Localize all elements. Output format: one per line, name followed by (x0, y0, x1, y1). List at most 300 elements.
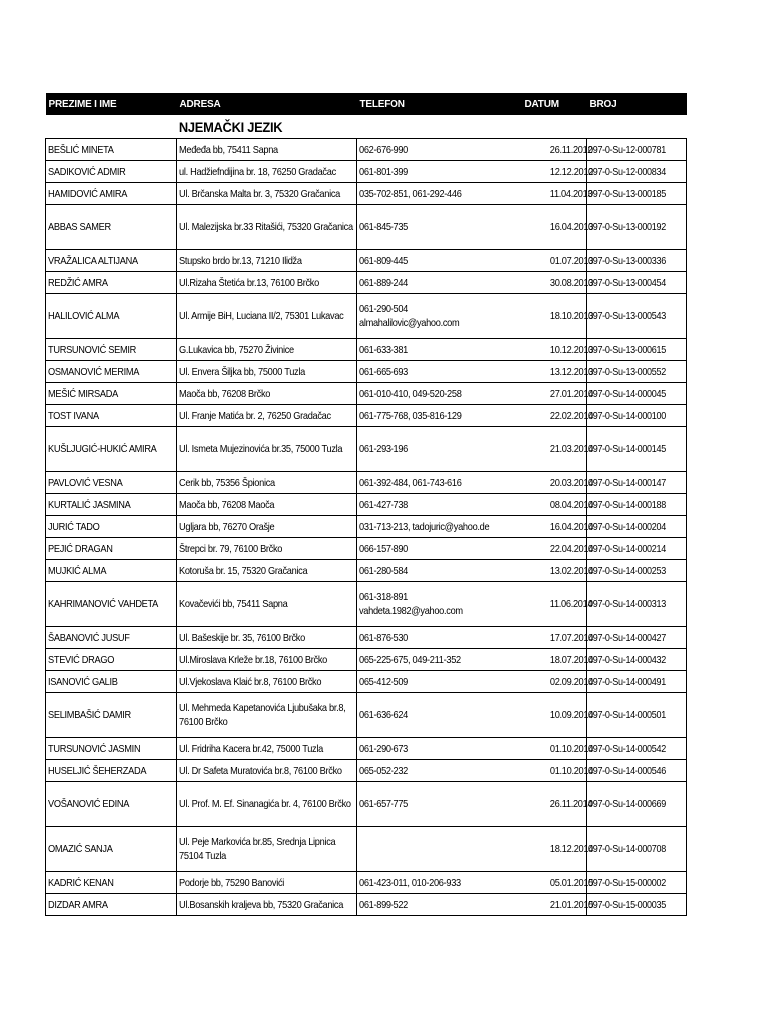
cell-date (542, 383, 593, 405)
cell-phone (357, 693, 542, 738)
cell-number-text: 097-0-Su-13-000615 (588, 343, 666, 356)
cell-address-line: Ul. Ismeta Mujezinovića br.35, 75000 Tuzla (179, 443, 343, 455)
cell-address (177, 383, 357, 405)
cell-date (542, 139, 592, 161)
cell-address-line: Maoča bb, 76208 Maoča (179, 498, 275, 511)
cell-date-text: 01.10.2014 (549, 742, 593, 755)
cell-address-line: ul. Hadžiefndijina br. 18, 76250 Gradačac (179, 165, 336, 178)
cell-name-text: SADIKOVIĆ ADMIR (48, 165, 126, 178)
cell-phone-line: 066-157-890 (359, 542, 409, 555)
cell-date-text: 10.12.2013 (549, 343, 593, 356)
cell-address-line: Podorje bb, 75290 Banovići (179, 876, 285, 889)
cell-number (587, 738, 687, 760)
cell-name-text: ISANOVIĆ GALIB (48, 675, 118, 688)
cell-number (587, 516, 687, 538)
cell-number-text: 097-0-Su-15-000002 (588, 876, 666, 889)
cell-number (587, 205, 687, 250)
cell-date-text: 16.04.2014 (549, 520, 593, 533)
cell-number (587, 671, 687, 693)
cell-date-text: 13.02.2014 (549, 564, 593, 577)
cell-name (46, 872, 177, 894)
cell-date-text: 10.09.2014 (549, 709, 593, 721)
cell-number (587, 649, 687, 671)
cell-name-text: OSMANOVIĆ MERIMA (48, 365, 140, 378)
table-row (46, 183, 687, 205)
cell-address-line: Ul. Malezijska br.33 Ritašići, 75320 Gračanica (179, 221, 353, 233)
table-row (46, 738, 687, 760)
cell-name (46, 294, 177, 339)
cell-phone-line: 061-899-522 (359, 898, 409, 911)
cell-name-text: PAVLOVIĆ VESNA (48, 476, 123, 489)
cell-date (542, 782, 592, 827)
cell-address-line: Maoča bb, 76208 Brčko (179, 387, 271, 400)
cell-number (587, 472, 687, 494)
cell-address (177, 627, 357, 649)
cell-phone-line: 061-809-445 (359, 254, 409, 267)
cell-date-text: 11.06.2014 (549, 598, 592, 610)
cell-address-line: Ul. Prof. M. Ef. Sinanagića br. 4, 76100 Brčko (179, 798, 351, 810)
cell-name-text: HUSELJIĆ ŠEHERZADA (48, 764, 147, 777)
cell-phone-line: 061-280-584 (359, 564, 409, 577)
cell-name (46, 738, 177, 760)
table-row (46, 649, 687, 671)
cell-number (587, 782, 687, 827)
cell-address-line: Ul. Bašeskije br. 35, 76100 Brčko (179, 631, 305, 644)
cell-name-text: VOŠANOVIĆ EDINA (48, 798, 130, 810)
cell-date (542, 183, 592, 205)
cell-number-text: 097-0-Su-13-000454 (588, 276, 666, 289)
cell-name (46, 649, 177, 671)
cell-name-text: HALILOVIĆ ALMA (48, 310, 120, 322)
cell-number (587, 339, 687, 361)
cell-date (542, 738, 593, 760)
cell-number-text: 097-0-Su-12-000781 (588, 143, 666, 156)
cell-phone (357, 139, 542, 161)
cell-phone-line: 061-010-410, 049-520-258 (359, 387, 462, 400)
cell-name-text: KADRIĆ KENAN (48, 876, 114, 889)
cell-date-text: 26.11.2012 (549, 143, 592, 156)
cell-phone (357, 560, 542, 582)
cell-number-text: 097-0-Su-13-000192 (588, 221, 666, 233)
cell-name (46, 272, 177, 294)
cell-name-text: PEJIĆ DRAGAN (48, 542, 113, 555)
cell-number (587, 494, 687, 516)
cell-number (587, 827, 687, 872)
cell-phone (357, 582, 542, 627)
cell-phone (357, 872, 542, 894)
cell-phone (357, 383, 542, 405)
cell-phone (357, 161, 542, 183)
cell-name (46, 250, 177, 272)
cell-name (46, 427, 177, 472)
cell-name-text: KAHRIMANOVIĆ VAHDETA (48, 598, 159, 610)
cell-number (587, 560, 687, 582)
cell-date (542, 827, 593, 872)
cell-name-text: ŠABANOVIĆ JUSUF (48, 631, 130, 644)
cell-date-text: 01.07.2013 (549, 254, 593, 267)
cell-address (177, 782, 357, 827)
cell-date (542, 560, 593, 582)
cell-address (177, 183, 357, 205)
cell-address-line: Cerik bb, 75356 Špionica (179, 476, 275, 489)
cell-number (587, 872, 687, 894)
cell-address-line: Ugljara bb, 76270 Orašje (179, 520, 275, 533)
cell-address-line: Štrepci br. 79, 76100 Brčko (179, 542, 283, 555)
cell-date (542, 671, 593, 693)
cell-address (177, 894, 357, 916)
cell-number-text: 097-0-Su-14-000542 (588, 742, 666, 755)
cell-address (177, 161, 357, 183)
cell-phone-line: 061-318-891 (359, 591, 409, 603)
header-date: DATUM (542, 93, 587, 115)
cell-address-line: 76100 Brčko (179, 716, 228, 728)
cell-number-text: 097-0-Su-14-000432 (588, 653, 666, 666)
cell-phone (357, 738, 542, 760)
cell-address-line: Međeđa bb, 75411 Sapna (179, 143, 278, 156)
cell-date-text: 01.10.2014 (549, 764, 593, 777)
cell-date-text: 26.11.2014 (549, 798, 592, 810)
cell-date (542, 272, 593, 294)
cell-address-line: 75104 Tuzla (179, 850, 226, 862)
cell-date-text: 18.12.2014 (549, 843, 593, 855)
cell-phone (357, 827, 542, 872)
cell-phone-line: 061-657-775 (359, 798, 409, 810)
cell-phone (357, 339, 542, 361)
cell-phone-line: 061-290-504 (359, 303, 409, 315)
table-row (46, 139, 687, 161)
cell-phone (357, 472, 542, 494)
cell-phone-line: almahalilovic@yahoo.com (359, 317, 460, 329)
cell-phone (357, 760, 542, 782)
cell-number-text: 097-0-Su-14-000313 (588, 598, 666, 610)
cell-phone (357, 405, 542, 427)
table-row (46, 516, 687, 538)
cell-number-text: 097-0-Su-14-000708 (588, 843, 666, 855)
cell-phone-line: 061-845-735 (359, 221, 409, 233)
cell-name-text: MEŠIĆ MIRSADA (48, 387, 118, 400)
cell-phone (357, 250, 542, 272)
cell-name-text: KURTALIĆ JASMINA (48, 498, 131, 511)
cell-address (177, 649, 357, 671)
cell-number-text: 097-0-Su-14-000188 (588, 498, 666, 511)
cell-address-line: Ul.Bosanskih kraljeva bb, 75320 Gračanica (179, 898, 344, 911)
cell-date (542, 516, 593, 538)
cell-address (177, 582, 357, 627)
cell-phone-line: 061-392-484, 061-743-616 (359, 476, 462, 489)
cell-number (587, 183, 687, 205)
table-row (46, 582, 687, 627)
cell-date (542, 627, 593, 649)
cell-address-line: Ul. Brčanska Malta br. 3, 75320 Gračanica (179, 187, 340, 200)
cell-number-text: 097-0-Su-13-000336 (588, 254, 666, 267)
cell-name-text: MUJKIĆ ALMA (48, 564, 107, 577)
cell-date-text: 13.12.2013 (549, 365, 593, 378)
table-body (46, 139, 687, 916)
table-row (46, 671, 687, 693)
cell-phone-line: 035-702-851, 061-292-446 (359, 187, 462, 200)
cell-phone-line: 061-889-244 (359, 276, 409, 289)
cell-address (177, 361, 357, 383)
cell-address (177, 405, 357, 427)
cell-phone-line: 061-801-399 (359, 165, 409, 178)
cell-address (177, 516, 357, 538)
cell-phone (357, 649, 542, 671)
cell-address (177, 294, 357, 339)
cell-date-text: 27.01.2014 (549, 387, 593, 400)
cell-date (542, 361, 593, 383)
table-row (46, 405, 687, 427)
cell-name (46, 494, 177, 516)
cell-address-line: Ul. Mehmeda Kapetanovića Ljubušaka br.8, (179, 702, 346, 714)
cell-date (542, 894, 593, 916)
cell-phone (357, 294, 542, 339)
cell-date (542, 205, 593, 250)
cell-phone-line: 061-427-738 (359, 498, 409, 511)
cell-name-text: KUŠLJUGIĆ-HUKIĆ AMIRA (48, 443, 157, 455)
cell-date-text: 12.12.2012 (549, 165, 593, 178)
cell-address (177, 272, 357, 294)
cell-address-line: Ul. Franje Matića br. 2, 76250 Gradačac (179, 409, 331, 422)
cell-phone-line: vahdeta.1982@yahoo.com (359, 605, 463, 617)
cell-date (542, 760, 593, 782)
cell-number-text: 097-0-Su-14-000669 (588, 798, 666, 810)
cell-address (177, 827, 357, 872)
table-row (46, 538, 687, 560)
cell-number (587, 427, 687, 472)
cell-name (46, 339, 177, 361)
header-name: PREZIME I IME (46, 93, 177, 115)
cell-name (46, 582, 177, 627)
cell-date-text: 11.04.2013 (549, 187, 592, 200)
cell-number-text: 097-0-Su-14-000501 (588, 709, 666, 721)
cell-phone (357, 516, 542, 538)
cell-number-text: 097-0-Su-14-000427 (588, 631, 666, 644)
cell-address-line: Ul. Dr Safeta Muratovića br.8, 76100 Brčko (179, 764, 342, 777)
cell-address-line: Stupsko brdo br.13, 71210 Ilidža (179, 254, 302, 267)
cell-phone-line: 061-665-693 (359, 365, 409, 378)
cell-number-text: 097-0-Su-12-000834 (588, 165, 666, 178)
cell-number (587, 405, 687, 427)
cell-number-text: 097-0-Su-14-000145 (588, 443, 666, 455)
cell-name (46, 760, 177, 782)
cell-date (542, 427, 593, 472)
cell-address (177, 339, 357, 361)
cell-date-text: 16.04.2013 (549, 221, 593, 233)
cell-address-line: Ul. Envera Šiljka bb, 75000 Tuzla (179, 365, 305, 378)
cell-date (542, 294, 593, 339)
cell-name-text: TURSUNOVIĆ JASMIN (48, 742, 141, 755)
cell-date (542, 649, 593, 671)
cell-number (587, 582, 687, 627)
table-row (46, 627, 687, 649)
cell-name (46, 782, 177, 827)
cell-address (177, 538, 357, 560)
cell-date-text: 21.03.2014 (549, 443, 593, 455)
cell-phone-line: 065-225-675, 049-211-352 (359, 653, 461, 666)
cell-number (587, 139, 687, 161)
cell-name (46, 827, 177, 872)
cell-phone (357, 494, 542, 516)
cell-date (542, 693, 593, 738)
cell-phone (357, 361, 542, 383)
table-row (46, 494, 687, 516)
cell-number-text: 097-0-Su-13-000543 (588, 310, 666, 322)
cell-name-text: HAMIDOVIĆ AMIRA (48, 187, 128, 200)
table-header (46, 93, 687, 115)
cell-number-text: 097-0-Su-14-000045 (588, 387, 666, 400)
cell-address (177, 671, 357, 693)
cell-number-text: 097-0-Su-14-000253 (588, 564, 666, 577)
cell-number-text: 097-0-Su-14-000100 (588, 409, 666, 422)
table-row (46, 361, 687, 383)
cell-address (177, 139, 357, 161)
cell-name (46, 139, 177, 161)
cell-address (177, 472, 357, 494)
cell-phone-line: 065-412-509 (359, 675, 409, 688)
table-row (46, 827, 687, 872)
cell-name-text: TOST IVANA (48, 409, 99, 422)
cell-date-text: 18.07.2014 (549, 653, 593, 666)
table-row (46, 250, 687, 272)
cell-address (177, 738, 357, 760)
cell-date-text: 20.03.2014 (549, 476, 593, 489)
cell-name (46, 627, 177, 649)
cell-address-line: Ul. Armije BiH, Luciana II/2, 75301 Lukavac (179, 310, 344, 322)
cell-name-text: TURSUNOVIĆ SEMIR (48, 343, 136, 356)
cell-name-text: BEŠLIĆ MINETA (48, 143, 114, 156)
table-row (46, 760, 687, 782)
cell-address (177, 693, 357, 738)
header-phone: TELEFON (357, 93, 542, 115)
cell-name-text: SELIMBAŠIĆ DAMIR (48, 709, 131, 721)
cell-address-line: Ul.Rizaha Štetića br.13, 76100 Brčko (179, 276, 319, 289)
table-row (46, 872, 687, 894)
cell-name-text: ABBAS SAMER (48, 221, 111, 233)
table-row (46, 161, 687, 183)
cell-date (542, 339, 593, 361)
cell-phone-line: 061-293-196 (359, 443, 409, 455)
document-sheet (45, 93, 686, 916)
table-row (46, 560, 687, 582)
cell-number-text: 097-0-Su-14-000214 (588, 542, 666, 555)
cell-date (542, 472, 593, 494)
cell-number (587, 693, 687, 738)
cell-phone (357, 183, 542, 205)
table-row (46, 693, 687, 738)
cell-number-text: 097-0-Su-13-000185 (588, 187, 666, 200)
cell-phone (357, 782, 542, 827)
cell-address (177, 760, 357, 782)
cell-date (542, 250, 593, 272)
section-title: NJEMAČKI JEZIK (178, 118, 282, 135)
cell-number-text: 097-0-Su-13-000552 (588, 365, 666, 378)
cell-name (46, 693, 177, 738)
cell-name (46, 405, 177, 427)
cell-date-text: 21.01.2015 (549, 898, 593, 911)
cell-address (177, 872, 357, 894)
cell-date-text: 30.08.2013 (549, 276, 593, 289)
cell-date (542, 582, 592, 627)
cell-address (177, 205, 357, 250)
cell-date (542, 405, 593, 427)
cell-address-line: Ul.Vjekoslava Klaić br.8, 76100 Brčko (179, 675, 322, 688)
cell-phone-line: 061-290-673 (359, 742, 409, 755)
cell-phone (357, 272, 542, 294)
cell-date-text: 02.09.2014 (549, 675, 593, 688)
cell-name (46, 538, 177, 560)
cell-phone-line: 062-676-990 (359, 143, 409, 156)
table-row (46, 472, 687, 494)
cell-name (46, 516, 177, 538)
cell-phone (357, 205, 542, 250)
table-row (46, 894, 687, 916)
cell-number (587, 627, 687, 649)
cell-number (587, 538, 687, 560)
section-block (46, 115, 687, 139)
cell-number-text: 097-0-Su-15-000035 (588, 898, 666, 911)
cell-phone (357, 427, 542, 472)
cell-address (177, 560, 357, 582)
table-row (46, 205, 687, 250)
cell-phone (357, 627, 542, 649)
cell-name-text: REDŽIĆ AMRA (48, 276, 108, 289)
cell-address (177, 494, 357, 516)
cell-address-line: G.Lukavica bb, 75270 Živinice (179, 343, 294, 356)
cell-number (587, 383, 687, 405)
cell-address (177, 250, 357, 272)
cell-name (46, 472, 177, 494)
header-address: ADRESA (177, 93, 357, 115)
cell-phone-line: 061-775-768, 035-816-129 (359, 409, 462, 422)
cell-address-line: Ul.Miroslava Krleže br.18, 76100 Brčko (179, 653, 328, 666)
cell-address-line: Ul. Peje Markovića br.85, Srednja Lipnica (179, 836, 336, 848)
table-row (46, 383, 687, 405)
table-row (46, 782, 687, 827)
cell-number-text: 097-0-Su-14-000546 (588, 764, 666, 777)
cell-date-text: 08.04.2014 (549, 498, 593, 511)
table-row (46, 427, 687, 472)
cell-number (587, 894, 687, 916)
cell-phone-line: 061-423-011, 010-206-933 (359, 876, 461, 889)
cell-address (177, 427, 357, 472)
cell-number-text: 097-0-Su-14-000147 (588, 476, 666, 489)
cell-date-text: 18.10.2013 (549, 310, 593, 322)
cell-phone-line: 031-713-213, tadojuric@yahoo.de (359, 520, 490, 533)
contacts-table (45, 93, 687, 916)
cell-date-text: 05.01.2015 (549, 876, 593, 889)
cell-number (587, 361, 687, 383)
cell-phone (357, 538, 542, 560)
cell-number (587, 161, 687, 183)
cell-name (46, 183, 177, 205)
cell-phone-line: 061-633-381 (359, 343, 409, 356)
cell-name-text: VRAŽALICA ALTIJANA (48, 254, 138, 267)
cell-number-text: 097-0-Su-14-000491 (588, 675, 666, 688)
header-number: BROJ (587, 93, 687, 115)
cell-date-text: 22.04.2014 (549, 542, 593, 555)
cell-date-text: 22.02.2014 (549, 409, 593, 422)
table-row (46, 294, 687, 339)
cell-name (46, 383, 177, 405)
cell-phone (357, 671, 542, 693)
cell-date (542, 161, 593, 183)
cell-name (46, 361, 177, 383)
cell-phone (357, 894, 542, 916)
cell-date (542, 538, 593, 560)
cell-address-line: Kotoruša br. 15, 75320 Gračanica (179, 564, 308, 577)
cell-name (46, 205, 177, 250)
cell-address-line: Ul. Fridriha Kacera br.42, 75000 Tuzla (179, 742, 323, 755)
